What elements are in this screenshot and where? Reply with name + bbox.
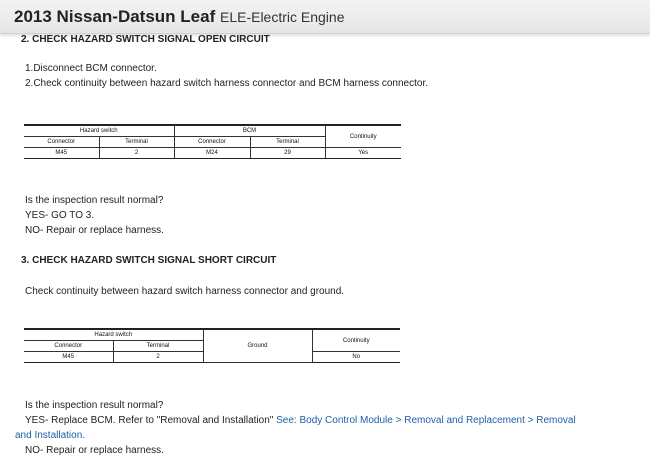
page-header <box>0 0 650 34</box>
step3-instruction: Check continuity between hazard switch harness connector and ground. <box>25 286 345 297</box>
step3-continuity-table <box>24 328 400 363</box>
table-cell: M45 <box>24 352 113 363</box>
table-header: Continuity <box>312 329 400 352</box>
table-header: Terminal <box>250 137 325 148</box>
table-header: Hazard switch <box>24 329 203 341</box>
step3-yes <box>25 415 576 426</box>
step2-yes: YES- GO TO 3. <box>25 210 95 221</box>
table-cell: M45 <box>24 148 99 159</box>
table-header: Continuity <box>325 125 401 148</box>
table-header: Ground <box>203 329 312 363</box>
table-header: Terminal <box>99 137 174 148</box>
table-cell: Yes <box>325 148 401 159</box>
step3-yes-cont <box>15 430 85 441</box>
table-cell: M24 <box>174 148 250 159</box>
table-cell: 29 <box>250 148 325 159</box>
table-header: Connector <box>174 137 250 148</box>
step2-continuity-table <box>24 124 401 159</box>
table-header: Terminal <box>113 341 203 352</box>
step3-heading: 3. CHECK HAZARD SWITCH SIGNAL SHORT CIRCUIT <box>21 255 277 266</box>
removal-installation-link-cont[interactable]: and Installation. <box>15 430 86 441</box>
step2-heading: 2. CHECK HAZARD SWITCH SIGNAL OPEN CIRCUIT <box>21 34 270 45</box>
table-header: BCM <box>174 125 325 137</box>
table-cell: 2 <box>113 352 203 363</box>
table-header: Connector <box>24 341 113 352</box>
table-header: Connector <box>24 137 99 148</box>
step3-question: Is the inspection result normal? <box>25 400 164 411</box>
step3-yes-text: YES- Replace BCM. Refer to "Removal and Installation" <box>25 415 274 426</box>
table-cell: No <box>312 352 400 363</box>
table-cell: 2 <box>99 148 174 159</box>
step2-instruction-2: 2.Check continuity between hazard switch harness connector and BCM harness connector. <box>25 78 428 89</box>
table-row <box>24 148 401 159</box>
step2-question: Is the inspection result normal? <box>25 195 164 206</box>
step2-no: NO- Repair or replace harness. <box>25 225 164 236</box>
system-subtitle: ELE-Electric Engine <box>219 9 345 25</box>
table-header: Hazard switch <box>24 125 174 137</box>
page-title <box>14 7 345 27</box>
removal-installation-link[interactable]: See: Body Control Module > Removal and Replacement > Removal <box>276 415 576 426</box>
vehicle-title: 2013 Nissan-Datsun Leaf <box>14 7 216 26</box>
step3-no: NO- Repair or replace harness. <box>25 445 164 456</box>
step2-instruction-1: 1.Disconnect BCM connector. <box>25 63 157 74</box>
